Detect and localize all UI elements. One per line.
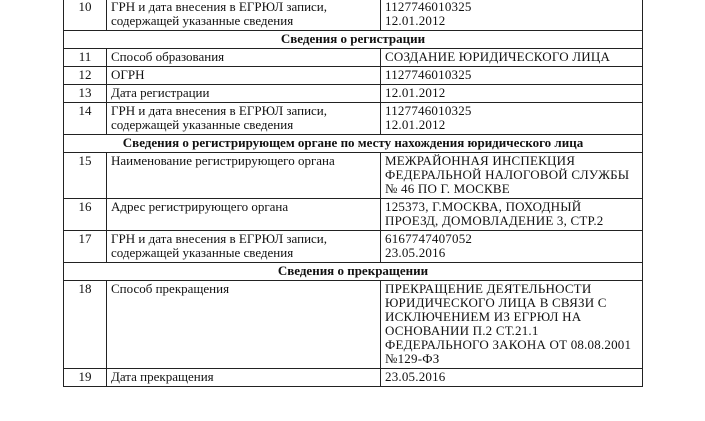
field-value-line: 1127746010325 — [385, 103, 472, 118]
table-row — [64, 153, 643, 199]
field-value — [381, 0, 643, 31]
field-value-line: 6167747407052 — [385, 231, 473, 246]
section-title: Сведения о регистрации — [64, 31, 643, 49]
field-value — [381, 153, 643, 199]
field-value — [381, 67, 643, 85]
field-value-line: ИСКЛЮЧЕНИЕМ ИЗ ЕГРЮЛ НА — [385, 309, 582, 324]
row-number: 18 — [64, 281, 107, 369]
table-row — [64, 49, 643, 67]
field-value-line: №129-ФЗ — [385, 351, 440, 366]
row-number: 10 — [64, 0, 107, 31]
section-title: Сведения о регистрирующем органе по месту нахождения юридического лица — [64, 135, 643, 153]
row-number: 14 — [64, 103, 107, 135]
section-title: Сведения о прекращении — [64, 263, 643, 281]
field-label: Наименование регистрирующего органа — [107, 153, 381, 199]
table-row — [64, 231, 643, 263]
field-value — [381, 231, 643, 263]
table-row — [64, 199, 643, 231]
field-value — [381, 369, 643, 387]
field-value-line: СОЗДАНИЕ ЮРИДИЧЕСКОГО ЛИЦА — [385, 49, 611, 64]
field-label: ОГРН — [107, 67, 381, 85]
row-number: 16 — [64, 199, 107, 231]
field-value-line: ПРОЕЗД, ДОМОВЛАДЕНИЕ 3, СТР.2 — [385, 213, 604, 228]
section-header-row — [64, 31, 643, 49]
table-row — [64, 0, 643, 31]
field-value-line: 12.01.2012 — [385, 117, 446, 132]
field-value-line: 23.05.2016 — [385, 245, 446, 260]
field-label: Дата прекращения — [107, 369, 381, 387]
field-value-line: № 46 ПО Г. МОСКВЕ — [385, 181, 510, 196]
field-value — [381, 49, 643, 67]
table-row — [64, 281, 643, 369]
egrul-table — [63, 0, 643, 387]
field-value-line: ФЕДЕРАЛЬНОГО ЗАКОНА ОТ 08.08.2001 — [385, 337, 632, 352]
egrul-table-body — [64, 0, 643, 387]
field-value-line: ПРЕКРАЩЕНИЕ ДЕЯТЕЛЬНОСТИ — [385, 281, 592, 296]
field-value — [381, 85, 643, 103]
field-value-line: 125373, Г.МОСКВА, ПОХОДНЫЙ — [385, 199, 582, 214]
row-number: 15 — [64, 153, 107, 199]
field-label: Дата регистрации — [107, 85, 381, 103]
table-row — [64, 67, 643, 85]
field-value — [381, 103, 643, 135]
field-value-line: 12.01.2012 — [385, 85, 446, 100]
field-label: ГРН и дата внесения в ЕГРЮЛ записи, содержащей указанные сведения — [107, 103, 381, 135]
field-label: ГРН и дата внесения в ЕГРЮЛ записи, содержащей указанные сведения — [107, 231, 381, 263]
field-value — [381, 199, 643, 231]
field-value-line: 23.05.2016 — [385, 369, 446, 384]
field-value-line: ОСНОВАНИИ П.2 СТ.21.1 — [385, 323, 539, 338]
row-number: 11 — [64, 49, 107, 67]
section-header-row — [64, 263, 643, 281]
field-label: Способ прекращения — [107, 281, 381, 369]
field-label: Способ образования — [107, 49, 381, 67]
section-header-row — [64, 135, 643, 153]
field-value-line: ФЕДЕРАЛЬНОЙ НАЛОГОВОЙ СЛУЖБЫ — [385, 167, 630, 182]
field-value-line: МЕЖРАЙОННАЯ ИНСПЕКЦИЯ — [385, 153, 576, 168]
field-value-line: ЮРИДИЧЕСКОГО ЛИЦА В СВЯЗИ С — [385, 295, 607, 310]
table-row — [64, 369, 643, 387]
field-label: Адрес регистрирующего органа — [107, 199, 381, 231]
field-value-line: 1127746010325 — [385, 67, 472, 82]
table-row — [64, 85, 643, 103]
table-row — [64, 103, 643, 135]
field-value — [381, 281, 643, 369]
row-number: 13 — [64, 85, 107, 103]
field-label: ГРН и дата внесения в ЕГРЮЛ записи, содержащей указанные сведения — [107, 0, 381, 31]
row-number: 12 — [64, 67, 107, 85]
row-number: 17 — [64, 231, 107, 263]
field-value-line: 1127746010325 — [385, 0, 472, 14]
field-value-line: 12.01.2012 — [385, 13, 446, 28]
row-number: 19 — [64, 369, 107, 387]
